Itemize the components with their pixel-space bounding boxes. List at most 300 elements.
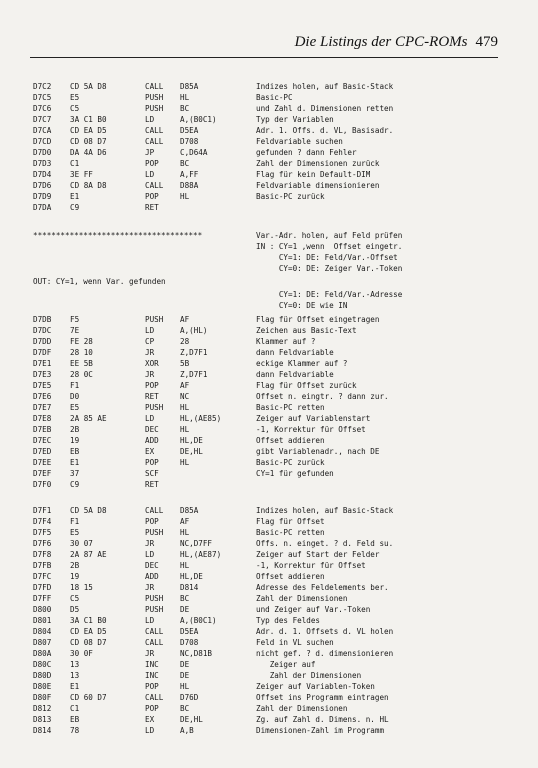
- line-operand: NC: [180, 392, 190, 401]
- line-mnemonic: LD: [145, 414, 155, 423]
- line-addr: D7F4: [33, 517, 52, 526]
- line-operand: D5EA: [180, 627, 199, 636]
- listing-line: [0, 604, 538, 615]
- line-addr: D80E: [33, 682, 52, 691]
- line-addr: D7E8: [33, 414, 52, 423]
- listing-line: [0, 103, 538, 114]
- line-hex: E5: [70, 93, 80, 102]
- listing-line: [0, 358, 538, 369]
- listing-line: [0, 369, 538, 380]
- line-comment: Flag für Offset zurück: [256, 381, 357, 390]
- listing-line: [0, 413, 538, 424]
- line-hex: E1: [70, 192, 80, 201]
- listing-line: [0, 681, 538, 692]
- line-hex: E1: [70, 458, 80, 467]
- line-mnemonic: EX: [145, 715, 155, 724]
- line-hex: CD EA D5: [70, 126, 107, 135]
- line-addr: D801: [33, 616, 52, 625]
- line-comment: -1, Korrektur für Offset: [256, 425, 366, 434]
- line-mnemonic: JR: [145, 583, 155, 592]
- listing-line: [0, 202, 538, 213]
- line-mnemonic: POP: [145, 704, 159, 713]
- listing-line: [0, 158, 538, 169]
- line-addr: D7EF: [33, 469, 52, 478]
- line-addr: D7C7: [33, 115, 52, 124]
- line-operand: NC,D81B: [180, 649, 213, 658]
- line-hex: 28 0C: [70, 370, 93, 379]
- line-mnemonic: CALL: [145, 181, 164, 190]
- line-hex: CD 08 D7: [70, 638, 107, 647]
- listing-line: [0, 479, 538, 490]
- line-operand: HL: [180, 192, 190, 201]
- listing-line: [0, 648, 538, 659]
- line-mnemonic: RET: [145, 392, 159, 401]
- line-operand: HL: [180, 458, 190, 467]
- line-hex: 13: [70, 671, 80, 680]
- line-comment: Offset addieren: [256, 572, 325, 581]
- line-operand: BC: [180, 104, 190, 113]
- listing-line: [0, 725, 538, 736]
- routine-out-cy0: CY=0: DE wie IN: [256, 301, 348, 310]
- listing-line: [0, 670, 538, 681]
- line-addr: D812: [33, 704, 52, 713]
- line-hex: F1: [70, 381, 80, 390]
- line-addr: D80A: [33, 649, 52, 658]
- line-addr: D7C5: [33, 93, 52, 102]
- line-operand: HL: [180, 528, 190, 537]
- line-comment: Flag für Offset: [256, 517, 325, 526]
- line-hex: CD 8A D8: [70, 181, 107, 190]
- page-number: 479: [475, 34, 498, 50]
- line-comment: CY=1 für gefunden: [256, 469, 334, 478]
- routine-title: Var.-Adr. holen, auf Feld prüfen: [256, 231, 403, 240]
- line-comment: Basic-PC zurück: [256, 192, 325, 201]
- listing-line: [0, 714, 538, 725]
- line-comment: Flag für Offset eingetragen: [256, 315, 380, 324]
- routine-out-line: OUT: CY=1, wenn Var. gefunden: [33, 277, 166, 286]
- line-hex: CD 60 D7: [70, 693, 107, 702]
- line-addr: D7EC: [33, 436, 52, 445]
- line-hex: 3A C1 B0: [70, 115, 107, 124]
- line-mnemonic: LD: [145, 326, 155, 335]
- line-addr: D800: [33, 605, 52, 614]
- listing-line: [0, 446, 538, 457]
- line-addr: D7E1: [33, 359, 52, 368]
- line-comment: Zeiger auf Variablenstart: [256, 414, 371, 423]
- line-mnemonic: POP: [145, 159, 159, 168]
- line-hex: 2B: [70, 561, 80, 570]
- line-hex: CD EA D5: [70, 627, 107, 636]
- line-mnemonic: CALL: [145, 506, 164, 515]
- line-comment: Offset addieren: [256, 436, 325, 445]
- line-operand: D85A: [180, 506, 199, 515]
- line-hex: EB: [70, 715, 80, 724]
- line-hex: E5: [70, 403, 80, 412]
- line-comment: Offset ins Programm eintragen: [256, 693, 389, 702]
- line-comment: Zahl der Dimensionen: [256, 671, 362, 680]
- line-hex: C1: [70, 704, 80, 713]
- line-operand: A,FF: [180, 170, 199, 179]
- line-operand: HL: [180, 93, 190, 102]
- line-operand: A,B: [180, 726, 194, 735]
- listing-line: [0, 593, 538, 604]
- line-addr: D7F8: [33, 550, 52, 559]
- line-addr: D7D6: [33, 181, 52, 190]
- listing-line: [0, 169, 538, 180]
- line-hex: 13: [70, 660, 80, 669]
- listing-line: [0, 136, 538, 147]
- line-comment: Feldvariable dimensionieren: [256, 181, 380, 190]
- line-mnemonic: POP: [145, 381, 159, 390]
- line-addr: D7CD: [33, 137, 52, 146]
- line-hex: 18 15: [70, 583, 93, 592]
- line-comment: Indizes holen, auf Basic-Stack: [256, 82, 394, 91]
- line-addr: D7E5: [33, 381, 52, 390]
- listing-line: [0, 402, 538, 413]
- line-mnemonic: INC: [145, 671, 159, 680]
- line-mnemonic: LD: [145, 170, 155, 179]
- line-mnemonic: PUSH: [145, 315, 164, 324]
- line-mnemonic: POP: [145, 517, 159, 526]
- line-comment: gefunden ? dann Fehler: [256, 148, 357, 157]
- line-addr: D7F1: [33, 506, 52, 515]
- line-addr: D7ED: [33, 447, 52, 456]
- line-comment: Zahl der Dimensionen: [256, 704, 348, 713]
- line-comment: Feld in VL suchen: [256, 638, 334, 647]
- line-addr: D7DD: [33, 337, 52, 346]
- listing-line: [0, 560, 538, 571]
- line-operand: D76D: [180, 693, 199, 702]
- line-comment: Basic-PC retten: [256, 528, 325, 537]
- line-hex: E1: [70, 682, 80, 691]
- line-operand: C,D64A: [180, 148, 208, 157]
- line-mnemonic: PUSH: [145, 403, 164, 412]
- listing-line: [0, 114, 538, 125]
- line-mnemonic: JR: [145, 539, 155, 548]
- listing-line: [0, 180, 538, 191]
- line-operand: Z,D7F1: [180, 348, 208, 357]
- listing-line: [0, 81, 538, 92]
- line-addr: D7CA: [33, 126, 52, 135]
- line-hex: C9: [70, 203, 80, 212]
- line-comment: und Zeiger auf Var.-Token: [256, 605, 371, 614]
- line-hex: 2A 85 AE: [70, 414, 107, 423]
- line-mnemonic: CALL: [145, 638, 164, 647]
- line-mnemonic: EX: [145, 447, 155, 456]
- page-header: [295, 34, 498, 51]
- line-addr: D7D9: [33, 192, 52, 201]
- line-operand: DE: [180, 660, 190, 669]
- listing-line: [0, 516, 538, 527]
- line-comment: Zeichen aus Basic-Text: [256, 326, 357, 335]
- line-addr: D7DC: [33, 326, 52, 335]
- line-mnemonic: ADD: [145, 572, 159, 581]
- line-hex: 2B: [70, 425, 80, 434]
- line-mnemonic: RET: [145, 480, 159, 489]
- line-operand: HL: [180, 561, 190, 570]
- line-hex: EE 5B: [70, 359, 93, 368]
- routine-in-line: IN : CY=1 ,wenn Offset eingetr.: [256, 242, 403, 251]
- listing-line: [0, 626, 538, 637]
- line-hex: F1: [70, 517, 80, 526]
- line-hex: 30 07: [70, 539, 93, 548]
- line-comment: Zahl der Dimensionen: [256, 594, 348, 603]
- line-hex: 28 10: [70, 348, 93, 357]
- line-hex: D5: [70, 605, 80, 614]
- line-operand: 28: [180, 337, 190, 346]
- line-mnemonic: JR: [145, 649, 155, 658]
- line-comment: Flag für kein Default-DIM: [256, 170, 371, 179]
- line-operand: D708: [180, 638, 199, 647]
- listing-line: [0, 325, 538, 336]
- line-addr: D7D0: [33, 148, 52, 157]
- line-hex: CD 5A D8: [70, 82, 107, 91]
- line-comment: Zg. auf Zahl d. Dimens. n. HL: [256, 715, 389, 724]
- line-mnemonic: INC: [145, 660, 159, 669]
- line-mnemonic: JR: [145, 370, 155, 379]
- line-addr: D814: [33, 726, 52, 735]
- line-operand: DE,HL: [180, 715, 203, 724]
- line-operand: HL: [180, 425, 190, 434]
- line-addr: D7EE: [33, 458, 52, 467]
- listing-line: [0, 191, 538, 202]
- listing-line: [0, 391, 538, 402]
- listing-line: [0, 637, 538, 648]
- line-comment: Feldvariable suchen: [256, 137, 343, 146]
- line-addr: D7D4: [33, 170, 52, 179]
- line-mnemonic: JP: [145, 148, 155, 157]
- listing-line: [0, 659, 538, 670]
- line-mnemonic: JR: [145, 348, 155, 357]
- listing-line: [0, 538, 538, 549]
- listing-line: [0, 336, 538, 347]
- line-comment: Dimensionen-Zahl im Programm: [256, 726, 385, 735]
- line-operand: BC: [180, 159, 190, 168]
- line-hex: 3E FF: [70, 170, 93, 179]
- line-comment: Basic-PC retten: [256, 403, 325, 412]
- line-hex: CD 08 D7: [70, 137, 107, 146]
- line-mnemonic: POP: [145, 682, 159, 691]
- line-addr: D7DB: [33, 315, 52, 324]
- listing-line: [0, 125, 538, 136]
- line-addr: D7DF: [33, 348, 52, 357]
- line-comment: Adr. 1. Offs. d. VL, Basisadr.: [256, 126, 394, 135]
- line-mnemonic: SCF: [145, 469, 159, 478]
- line-comment: Zahl der Dimensionen zurück: [256, 159, 380, 168]
- line-hex: DA 4A D6: [70, 148, 107, 157]
- routine-out-cy1: CY=1: DE: Feld/Var.-Adresse: [256, 290, 403, 299]
- line-comment: und Zahl d. Dimensionen retten: [256, 104, 394, 113]
- line-addr: D7E7: [33, 403, 52, 412]
- line-addr: D7E6: [33, 392, 52, 401]
- line-hex: CD 5A D8: [70, 506, 107, 515]
- line-addr: D7FD: [33, 583, 52, 592]
- line-hex: 3A C1 B0: [70, 616, 107, 625]
- line-mnemonic: POP: [145, 458, 159, 467]
- line-addr: D7D3: [33, 159, 52, 168]
- separator-stars: *************************************: [33, 231, 203, 240]
- line-comment: Basic-PC: [256, 93, 293, 102]
- line-comment: gibt Variablenadr., nach DE: [256, 447, 380, 456]
- line-hex: C9: [70, 480, 80, 489]
- line-mnemonic: LD: [145, 616, 155, 625]
- line-comment: Zeiger auf Variablen-Token: [256, 682, 375, 691]
- line-comment: Zeiger auf Start der Felder: [256, 550, 380, 559]
- line-addr: D7FF: [33, 594, 52, 603]
- line-hex: C1: [70, 159, 80, 168]
- line-operand: HL: [180, 403, 190, 412]
- line-addr: D7EB: [33, 425, 52, 434]
- line-addr: D7C2: [33, 82, 52, 91]
- line-addr: D80D: [33, 671, 52, 680]
- line-hex: C5: [70, 594, 80, 603]
- listing-line: [0, 347, 538, 358]
- line-mnemonic: PUSH: [145, 93, 164, 102]
- listing-line: [0, 147, 538, 158]
- line-comment: Indizes holen, auf Basic-Stack: [256, 506, 394, 515]
- listing-line: [0, 380, 538, 391]
- line-mnemonic: DEC: [145, 561, 159, 570]
- listing-line: [0, 582, 538, 593]
- listing-line: [0, 703, 538, 714]
- line-hex: 2A 87 AE: [70, 550, 107, 559]
- line-mnemonic: LD: [145, 550, 155, 559]
- line-operand: BC: [180, 704, 190, 713]
- line-hex: C5: [70, 104, 80, 113]
- line-mnemonic: CALL: [145, 137, 164, 146]
- line-operand: AF: [180, 381, 190, 390]
- line-mnemonic: CALL: [145, 126, 164, 135]
- line-mnemonic: PUSH: [145, 528, 164, 537]
- line-mnemonic: XOR: [145, 359, 159, 368]
- running-title: Die Listings der CPC-ROMs: [294, 34, 468, 50]
- line-addr: D80F: [33, 693, 52, 702]
- listing-line: [0, 457, 538, 468]
- header-rule: [30, 57, 498, 58]
- line-operand: BC: [180, 594, 190, 603]
- line-comment: eckige Klammer auf ?: [256, 359, 348, 368]
- line-comment: Adresse des Feldelements ber.: [256, 583, 389, 592]
- line-mnemonic: CALL: [145, 82, 164, 91]
- line-mnemonic: CALL: [145, 693, 164, 702]
- listing-line: [0, 92, 538, 103]
- line-mnemonic: PUSH: [145, 104, 164, 113]
- listing-line: [0, 424, 538, 435]
- line-hex: D0: [70, 392, 80, 401]
- line-operand: D85A: [180, 82, 199, 91]
- listing-line: [0, 435, 538, 446]
- line-comment: dann Feldvariable: [256, 348, 334, 357]
- line-addr: D7C6: [33, 104, 52, 113]
- line-mnemonic: PUSH: [145, 594, 164, 603]
- line-hex: 7E: [70, 326, 80, 335]
- line-addr: D80C: [33, 660, 52, 669]
- line-mnemonic: LD: [145, 115, 155, 124]
- line-operand: D814: [180, 583, 199, 592]
- listing-line: [0, 468, 538, 479]
- line-operand: DE: [180, 605, 190, 614]
- listing-line: [0, 571, 538, 582]
- line-operand: HL,(AE85): [180, 414, 222, 423]
- line-addr: D813: [33, 715, 52, 724]
- line-addr: D7FB: [33, 561, 52, 570]
- line-operand: A,(B0C1): [180, 616, 217, 625]
- line-operand: DE,HL: [180, 447, 203, 456]
- line-operand: A,(HL): [180, 326, 208, 335]
- line-comment: Offset n. eingtr. ? dann zur.: [256, 392, 389, 401]
- listing-line: [0, 615, 538, 626]
- line-mnemonic: RET: [145, 203, 159, 212]
- line-comment: Basic-PC zurück: [256, 458, 325, 467]
- line-comment: dann Feldvariable: [256, 370, 334, 379]
- line-hex: 30 0F: [70, 649, 93, 658]
- line-mnemonic: DEC: [145, 425, 159, 434]
- line-operand: HL,DE: [180, 436, 203, 445]
- line-operand: HL,(AE87): [180, 550, 222, 559]
- line-operand: DE: [180, 671, 190, 680]
- line-comment: Typ des Feldes: [256, 616, 321, 625]
- line-operand: A,(B0C1): [180, 115, 217, 124]
- line-hex: 19: [70, 572, 80, 581]
- line-mnemonic: ADD: [145, 436, 159, 445]
- line-addr: D7F6: [33, 539, 52, 548]
- listing-line: [0, 692, 538, 703]
- line-addr: D7F5: [33, 528, 52, 537]
- routine-in-cy0: CY=0: DE: Zeiger Var.-Token: [256, 264, 403, 273]
- line-mnemonic: CP: [145, 337, 155, 346]
- line-operand: D88A: [180, 181, 199, 190]
- line-comment: Klammer auf ?: [256, 337, 316, 346]
- line-addr: D804: [33, 627, 52, 636]
- line-operand: HL: [180, 682, 190, 691]
- line-comment: -1, Korrektur für Offset: [256, 561, 366, 570]
- line-comment: nicht gef. ? d. dimensionieren: [256, 649, 394, 658]
- line-addr: D7DA: [33, 203, 52, 212]
- line-hex: 19: [70, 436, 80, 445]
- line-mnemonic: CALL: [145, 627, 164, 636]
- line-addr: D807: [33, 638, 52, 647]
- line-comment: Typ der Variablen: [256, 115, 334, 124]
- line-hex: 78: [70, 726, 80, 735]
- routine-in-cy1: CY=1: DE: Feld/Var.-Offset: [256, 253, 398, 262]
- line-operand: D708: [180, 137, 199, 146]
- line-operand: AF: [180, 315, 190, 324]
- listing-line: [0, 505, 538, 516]
- line-comment: Offs. n. einget. ? d. Feld su.: [256, 539, 394, 548]
- line-hex: E5: [70, 528, 80, 537]
- line-operand: NC,D7FF: [180, 539, 213, 548]
- line-mnemonic: LD: [145, 726, 155, 735]
- line-hex: EB: [70, 447, 80, 456]
- line-hex: FE 28: [70, 337, 93, 346]
- line-operand: HL,DE: [180, 572, 203, 581]
- line-mnemonic: POP: [145, 192, 159, 201]
- line-mnemonic: PUSH: [145, 605, 164, 614]
- line-operand: AF: [180, 517, 190, 526]
- line-comment: Adr. d. 1. Offsets d. VL holen: [256, 627, 394, 636]
- line-hex: F5: [70, 315, 80, 324]
- line-addr: D7FC: [33, 572, 52, 581]
- listing-line: [0, 314, 538, 325]
- line-addr: D7F0: [33, 480, 52, 489]
- line-hex: 37: [70, 469, 80, 478]
- line-comment: Zeiger auf: [256, 660, 316, 669]
- line-operand: 5B: [180, 359, 190, 368]
- line-operand: D5EA: [180, 126, 199, 135]
- line-operand: Z,D7F1: [180, 370, 208, 379]
- line-addr: D7E3: [33, 370, 52, 379]
- listing-line: [0, 549, 538, 560]
